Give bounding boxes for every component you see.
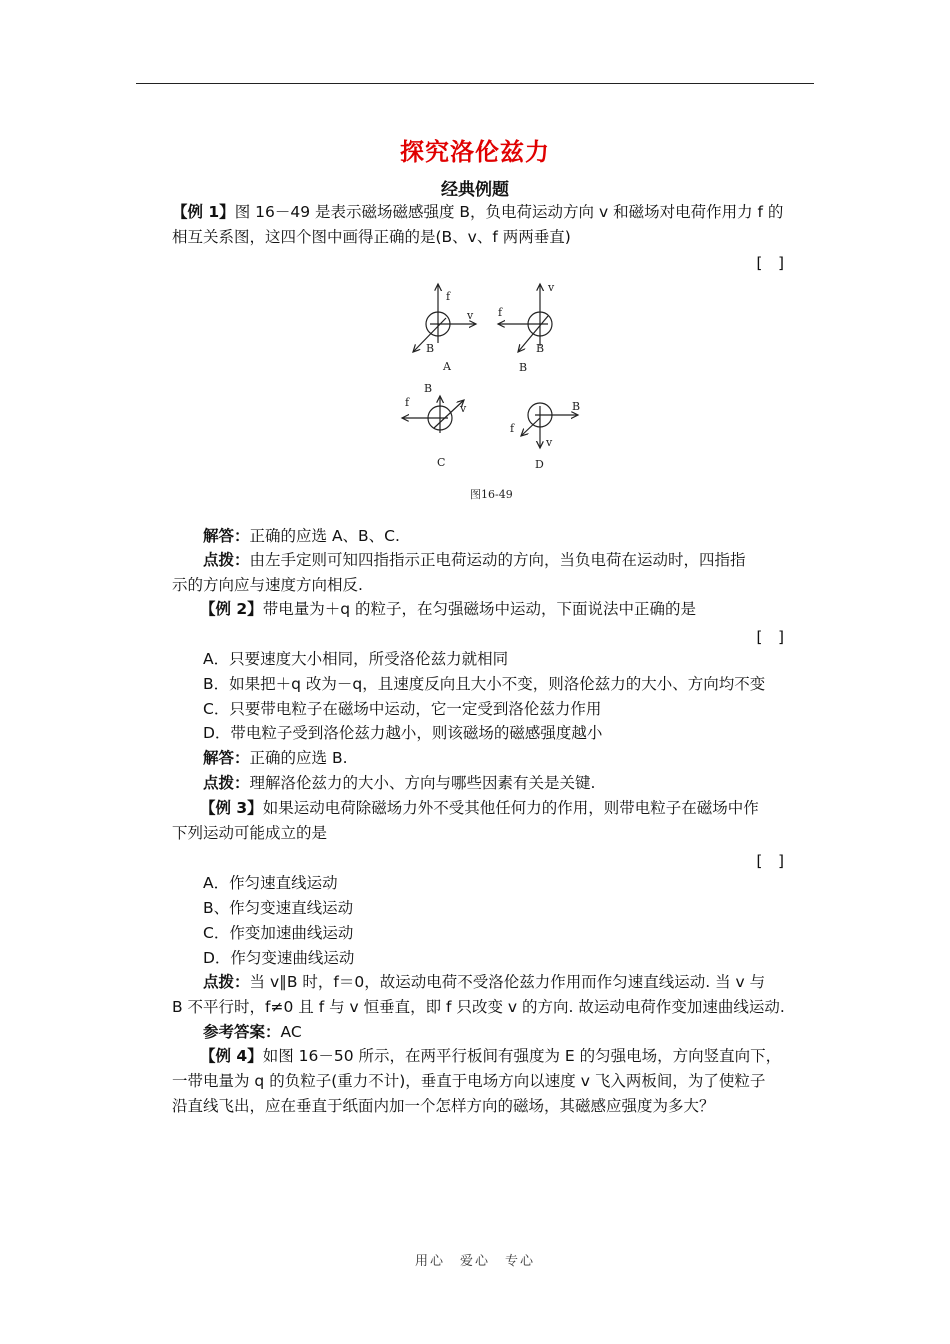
section-subtitle: 经典例题 [441,180,509,200]
c-label-v: v [460,402,467,415]
a-label-v: v [467,309,474,322]
ex4-question-line2: 一带电量为 q 的负粒子(重力不计)，垂直于电场方向以速度 v 飞入两板间，为了使粒子 [172,1072,766,1090]
b-label-f: f [498,306,503,319]
header-rule [136,83,814,84]
c-label-B: B [424,382,433,395]
panel-c-diagram [402,396,464,433]
ex2-option-a: A．只要速度大小相同，所受洛伦兹力就相同 [203,650,509,668]
d-label-f: f [510,422,515,435]
c-label-f: f [405,396,410,409]
ex1-answer-bracket: [ ] [756,254,784,272]
ex2-option-d: D．带电粒子受到洛伦兹力越小，则该磁场的磁感强度越小 [203,724,603,742]
panel-d-label: D [535,458,544,471]
ex3-option-a: A．作匀速直线运动 [203,874,338,892]
a-label-f: f [446,290,451,303]
ex4-question-line3: 沿直线飞出，应在垂直于纸面内加一个怎样方向的磁场，其磁感应强度为多大？ [172,1097,715,1115]
page-footer: 用心 爱心 专心 [414,1254,535,1269]
d-label-v: v [546,436,553,449]
panel-c-label: C [437,456,446,469]
ex4-question-line1: 【例 4】如图 16－50 所示，在两平行板间有强度为 E 的匀强电场，方向竖直向下， [200,1047,782,1065]
ex3-answer-bracket: [ ] [756,852,784,870]
ex1-tip-line1: 点拨：由左手定则可知四指指示正电荷运动的方向，当负电荷在运动时，四指指 [203,551,746,569]
ex2-option-c: C．只要带电粒子在磁场中运动，它一定受到洛伦兹力作用 [203,700,602,718]
ex3-reference-answer: 参考答案：AC [203,1023,302,1041]
ex2-tip: 点拨：理解洛伦兹力的大小、方向与哪些因素有关是关键. [203,774,596,792]
ex3-question-line2: 下列运动可能成立的是 [172,824,328,842]
ex4-label: 【例 4】 [200,1047,263,1065]
ex3-tip-line1: 点拨：当 v∥B 时，f＝0，故运动电荷不受洛伦兹力作用而作匀速直线运动. 当 v 与 [203,973,766,991]
ex1-answer: 解答：正确的应选 A、B、C. [203,527,400,545]
ex3-option-d: D．作匀变速曲线运动 [203,949,355,967]
figure-16-49 [380,278,600,508]
b-label-v: v [548,281,555,294]
ex3-option-b: B、作匀变速直线运动 [203,899,354,917]
ex2-label: 【例 2】 [200,600,263,618]
ex3-label: 【例 3】 [200,799,263,817]
page-title: 探究洛伦兹力 [400,138,550,166]
panel-b-label: B [519,361,528,374]
d-label-B: B [572,400,581,413]
ex2-question: 【例 2】带电量为＋q 的粒子，在匀强磁场中运动，下面说法中正确的是 [200,600,696,618]
a-label-B: B [426,342,435,355]
figure-caption: 图16-49 [470,488,513,501]
panel-a-label: A [443,360,451,373]
ex2-answer: 解答：正确的应选 B. [203,749,348,767]
ex3-tip-line2: B 不平行时，f≠0 且 f 与 v 恒垂直，即 f 只改变 v 的方向. 故运动电荷作变加速曲线运动. [172,998,785,1016]
ex3-option-c: C．作变加速曲线运动 [203,924,354,942]
ex1-question-line2: 相互关系图，这四个图中画得正确的是(B、v、f 两两垂直) [172,228,571,246]
ex2-answer-bracket: [ ] [756,628,784,646]
ex2-option-b: B．如果把＋q 改为－q，且速度反向且大小不变，则洛伦兹力的大小、方向均不变 [203,675,766,693]
ex1-question-line1: 【例 1】图 16－49 是表示磁场磁感强度 B，负电荷运动方向 v 和磁场对电荷作用力 f 的 [172,203,784,221]
b-label-B: B [536,342,545,355]
ex1-tip-line2: 示的方向应与速度方向相反. [172,576,363,594]
ex1-label: 【例 1】 [172,203,235,221]
ex3-question-line1: 【例 3】如果运动电荷除磁场力外不受其他任何力的作用，则带电粒子在磁场中作 [200,799,759,817]
